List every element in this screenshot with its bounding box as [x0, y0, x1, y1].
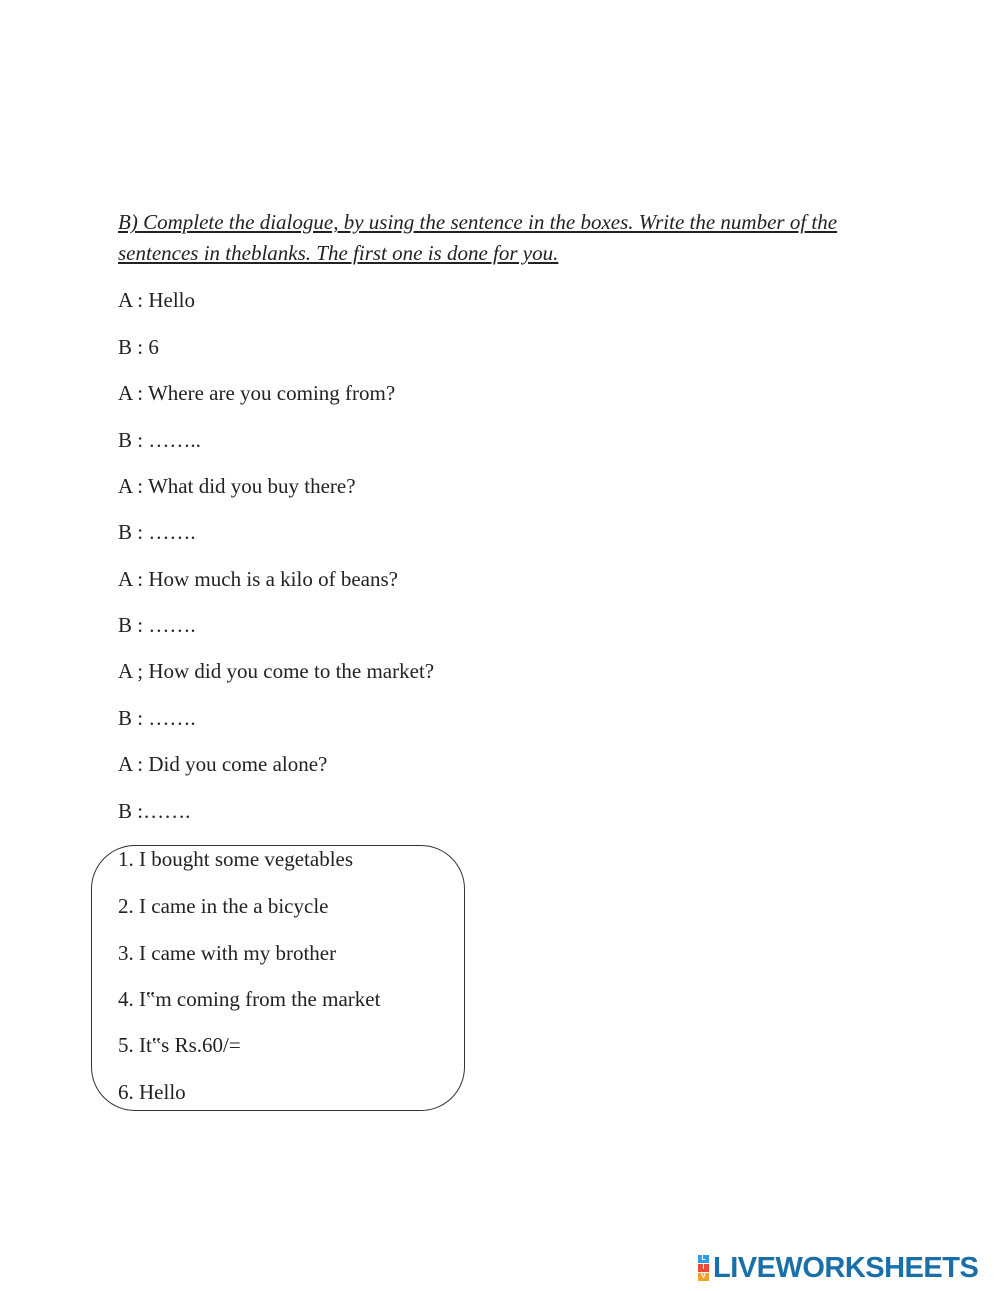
dialogue-line: A : Did you come alone? [118, 752, 328, 776]
dialogue-line: B :……. [118, 799, 191, 823]
option-item: 6. Hello [118, 1080, 186, 1104]
logo-cube: L [698, 1255, 709, 1263]
dialogue-line: A ; How did you come to the market? [118, 659, 435, 683]
dialogue-line: A : What did you buy there? [118, 474, 356, 498]
logo-cube: I [698, 1264, 709, 1272]
logo-cube: V [698, 1273, 709, 1281]
instruction [118, 207, 888, 269]
instruction-text: Complete the dialogue, by using the sentence in the boxes. Write the number of the sentences in theblanks. The first one is done for you. [118, 210, 838, 265]
option-item: 3. I came with my brother [118, 941, 337, 965]
logo-cubes-icon [698, 1255, 709, 1281]
option-item: 4. I‟m coming from the market [118, 987, 381, 1011]
brand-name: LIVEWORKSHEETS [713, 1252, 979, 1284]
footer-logo [698, 1252, 978, 1284]
dialogue-line: B : ……. [118, 520, 196, 544]
dialogue-line: A : How much is a kilo of beans? [118, 567, 398, 591]
option-item: 2. I came in the a bicycle [118, 894, 329, 918]
option-item: 5. It‟s Rs.60/= [118, 1033, 241, 1057]
dialogue-line: A : Where are you coming from? [118, 381, 396, 405]
dialogue-line: B : 6 [118, 335, 159, 359]
option-item: 1. I bought some vegetables [118, 847, 354, 871]
dialogue-line: B : ……. [118, 613, 196, 637]
options-box [91, 845, 465, 1111]
dialogue-line: A : Hello [118, 288, 195, 312]
instruction-prefix: B) [118, 210, 138, 234]
dialogue-line: B : …….. [118, 428, 201, 452]
dialogue-line: B : ……. [118, 706, 196, 730]
